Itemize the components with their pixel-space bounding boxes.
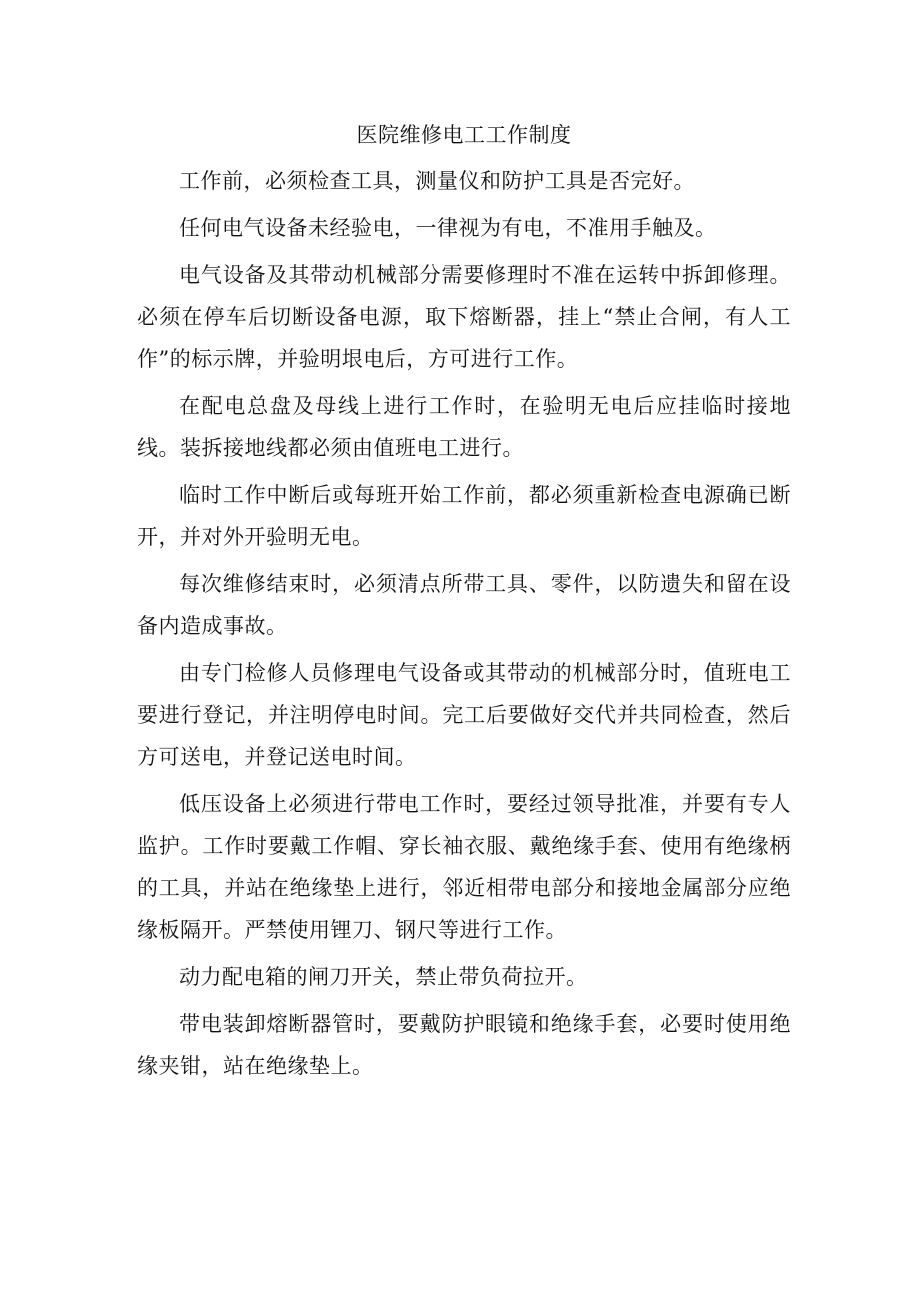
rule-paragraph-6: 每次维修结束时，必须清点所带工具、零件，以防遗失和留在设备内造成事故。	[137, 572, 791, 638]
rule-paragraph-7: 由专门检修人员修理电气设备或其带动的机械部分时，值班电工要进行登记，并注明停电时间。完工后要做好交代并共同检查，然后方可送电，并登记送电时间。	[137, 661, 791, 769]
document-title: 医院维修电工工作制度	[356, 123, 572, 147]
rule-paragraph-9: 动力配电箱的闸刀开关，禁止带负荷拉开。	[179, 965, 588, 989]
rule-paragraph-10: 带电装卸熔断器管时，要戴防护眼镜和绝缘手套，必要时使用绝缘夹钳，站在绝缘垫上。	[137, 1012, 791, 1078]
rule-paragraph-4: 在配电总盘及母线上进行工作时，在验明无电后应挂临时接地线。装拆接地线都必须由值班电工进行。	[137, 394, 791, 460]
rule-paragraph-3: 电气设备及其带动机械部分需要修理时不准在运转中拆卸修理。必须在停车后切断设备电源，取下熔断器，挂上“禁止合闸，有人工作”的标示牌，并验明垠电后，方可进行工作。	[137, 263, 791, 371]
rule-paragraph-8: 低压设备上必须进行带电工作时，要经过领导批准，并要有专人监护。工作时要戴工作帽、穿长袖衣服、戴绝缘手套、使用有绝缘柄的工具，并站在绝缘垫上进行，邻近相带电部分和接地金属部分应绝缘板隔开。严禁使用锂刀、钢尺等进行工作。	[137, 792, 791, 942]
rule-paragraph-1: 工作前，必须检查工具，测量仪和防护工具是否完好。	[179, 169, 695, 193]
document-body	[137, 116, 791, 1092]
rule-paragraph-2: 任何电气设备未经验电，一律视为有电，不准用手触及。	[179, 216, 717, 240]
rule-paragraph-5: 临时工作中断后或每班开始工作前，都必须重新检查电源确已断开，并对外开验明无电。	[137, 483, 791, 549]
